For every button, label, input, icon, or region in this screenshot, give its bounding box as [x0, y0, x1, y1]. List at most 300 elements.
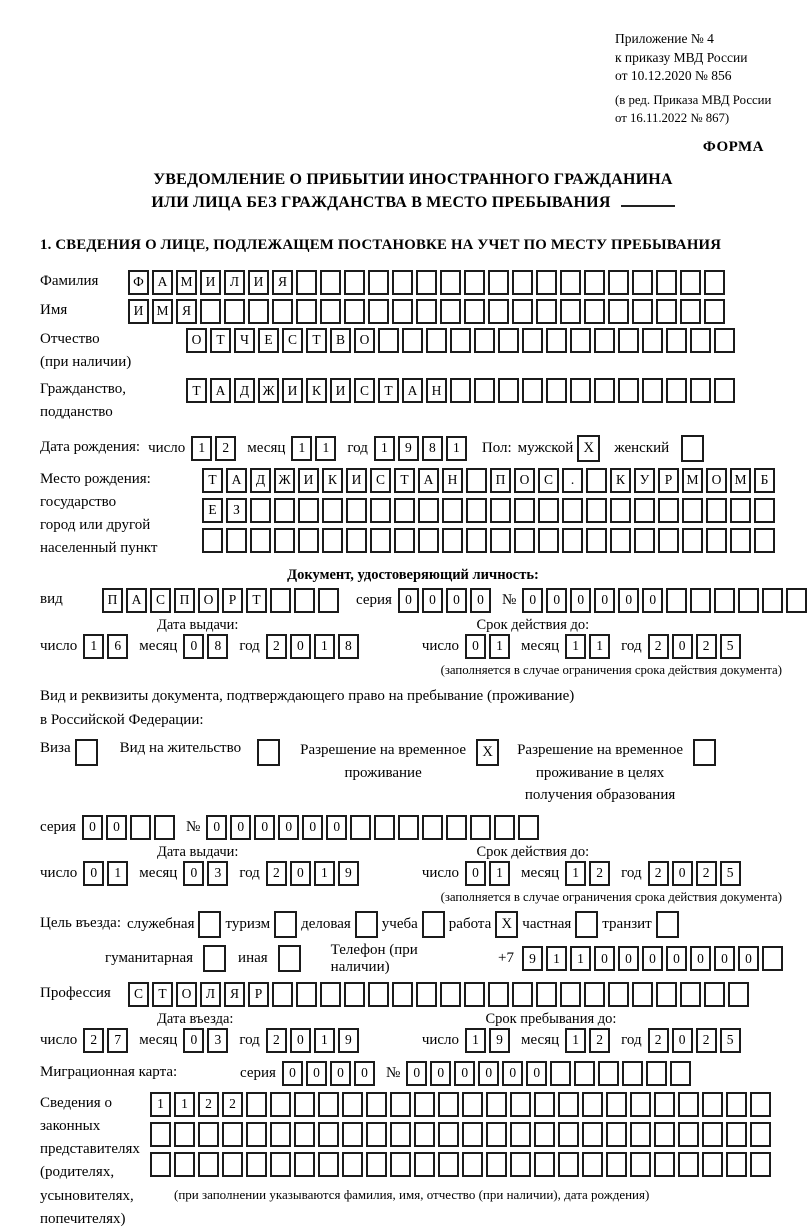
char-cell[interactable]: 0	[106, 815, 127, 840]
char-cell[interactable]	[680, 982, 701, 1007]
char-cell[interactable]: 0	[526, 1061, 547, 1086]
char-cell[interactable]: Е	[258, 328, 279, 353]
char-cell[interactable]: 2	[648, 861, 669, 886]
char-cell[interactable]: П	[174, 588, 195, 613]
char-cell[interactable]	[402, 328, 423, 353]
char-cell[interactable]	[414, 1092, 435, 1117]
char-cell[interactable]	[680, 270, 701, 295]
char-cell[interactable]: 1	[314, 634, 335, 659]
char-cell[interactable]: Т	[394, 468, 415, 493]
char-cell[interactable]	[440, 270, 461, 295]
char-cell[interactable]: С	[370, 468, 391, 493]
char-cell[interactable]: 9	[522, 946, 543, 971]
char-cell[interactable]	[678, 1092, 699, 1117]
char-cell[interactable]	[714, 328, 735, 353]
char-cell[interactable]	[342, 1152, 363, 1177]
char-cell[interactable]	[488, 982, 509, 1007]
char-cell[interactable]	[514, 498, 535, 523]
char-cell[interactable]: Я	[272, 270, 293, 295]
char-cell[interactable]: 0	[478, 1061, 499, 1086]
char-cell[interactable]	[594, 378, 615, 403]
char-cell[interactable]	[582, 1092, 603, 1117]
char-cell[interactable]	[738, 588, 759, 613]
char-cell[interactable]	[706, 528, 727, 553]
char-cell[interactable]: 1	[314, 861, 335, 886]
char-cell[interactable]	[272, 982, 293, 1007]
char-cell[interactable]	[618, 328, 639, 353]
char-cell[interactable]: А	[226, 468, 247, 493]
char-cell[interactable]	[584, 299, 605, 324]
char-cell[interactable]	[498, 378, 519, 403]
char-cell[interactable]	[270, 1152, 291, 1177]
char-cell[interactable]: 0	[183, 861, 204, 886]
char-cell[interactable]	[750, 1152, 771, 1177]
char-cell[interactable]: 0	[672, 861, 693, 886]
char-cell[interactable]: И	[248, 270, 269, 295]
char-cell[interactable]: М	[152, 299, 173, 324]
char-cell[interactable]	[704, 299, 725, 324]
char-cell[interactable]: 2	[198, 1092, 219, 1117]
char-cell[interactable]	[510, 1122, 531, 1147]
char-cell[interactable]: 0	[618, 946, 639, 971]
char-cell[interactable]	[522, 328, 543, 353]
char-cell[interactable]	[536, 982, 557, 1007]
char-cell[interactable]	[630, 1092, 651, 1117]
char-cell[interactable]: Л	[224, 270, 245, 295]
char-cell[interactable]	[622, 1061, 643, 1086]
char-cell[interactable]: 5	[720, 1028, 741, 1053]
char-cell[interactable]	[704, 982, 725, 1007]
char-cell[interactable]: 0	[738, 946, 759, 971]
char-cell[interactable]	[464, 299, 485, 324]
char-cell[interactable]	[370, 498, 391, 523]
char-cell[interactable]: 1	[150, 1092, 171, 1117]
char-cell[interactable]	[534, 1152, 555, 1177]
char-cell[interactable]: Р	[248, 982, 269, 1007]
char-cell[interactable]: Ч	[234, 328, 255, 353]
char-cell[interactable]	[658, 528, 679, 553]
char-cell[interactable]: Т	[152, 982, 173, 1007]
char-cell[interactable]	[390, 1152, 411, 1177]
char-cell[interactable]	[368, 299, 389, 324]
char-cell[interactable]	[586, 528, 607, 553]
purpose-humanitarian-checkbox[interactable]	[203, 945, 226, 972]
char-cell[interactable]	[594, 328, 615, 353]
char-cell[interactable]: 2	[696, 634, 717, 659]
char-cell[interactable]	[632, 982, 653, 1007]
char-cell[interactable]	[642, 378, 663, 403]
char-cell[interactable]	[270, 588, 291, 613]
char-cell[interactable]: 0	[546, 588, 567, 613]
char-cell[interactable]	[666, 378, 687, 403]
char-cell[interactable]: О	[514, 468, 535, 493]
char-cell[interactable]	[318, 588, 339, 613]
char-cell[interactable]: 0	[714, 946, 735, 971]
char-cell[interactable]	[344, 270, 365, 295]
char-cell[interactable]	[606, 1152, 627, 1177]
char-cell[interactable]: М	[176, 270, 197, 295]
char-cell[interactable]: 1	[465, 1028, 486, 1053]
char-cell[interactable]	[584, 982, 605, 1007]
char-cell[interactable]	[296, 299, 317, 324]
char-cell[interactable]: 0	[594, 588, 615, 613]
char-cell[interactable]: 0	[470, 588, 491, 613]
char-cell[interactable]: Т	[306, 328, 327, 353]
char-cell[interactable]	[726, 1152, 747, 1177]
char-cell[interactable]: 0	[306, 1061, 327, 1086]
char-cell[interactable]	[682, 528, 703, 553]
char-cell[interactable]: 2	[648, 1028, 669, 1053]
char-cell[interactable]: 9	[338, 1028, 359, 1053]
char-cell[interactable]: 0	[570, 588, 591, 613]
char-cell[interactable]	[512, 270, 533, 295]
char-cell[interactable]: 1	[174, 1092, 195, 1117]
char-cell[interactable]	[272, 299, 293, 324]
char-cell[interactable]: 0	[230, 815, 251, 840]
char-cell[interactable]	[398, 815, 419, 840]
char-cell[interactable]	[346, 528, 367, 553]
char-cell[interactable]	[570, 378, 591, 403]
char-cell[interactable]	[690, 328, 711, 353]
char-cell[interactable]: О	[186, 328, 207, 353]
char-cell[interactable]	[294, 1122, 315, 1147]
char-cell[interactable]: Д	[250, 468, 271, 493]
char-cell[interactable]	[634, 498, 655, 523]
char-cell[interactable]: 0	[278, 815, 299, 840]
char-cell[interactable]	[174, 1122, 195, 1147]
char-cell[interactable]	[618, 378, 639, 403]
char-cell[interactable]	[786, 588, 807, 613]
char-cell[interactable]	[690, 378, 711, 403]
char-cell[interactable]	[750, 1122, 771, 1147]
char-cell[interactable]: 0	[430, 1061, 451, 1086]
char-cell[interactable]	[490, 498, 511, 523]
char-cell[interactable]	[418, 528, 439, 553]
char-cell[interactable]: 1	[570, 946, 591, 971]
char-cell[interactable]	[512, 299, 533, 324]
char-cell[interactable]	[342, 1092, 363, 1117]
char-cell[interactable]	[350, 815, 371, 840]
char-cell[interactable]	[414, 1152, 435, 1177]
char-cell[interactable]	[646, 1061, 667, 1086]
char-cell[interactable]: С	[354, 378, 375, 403]
char-cell[interactable]	[246, 1122, 267, 1147]
char-cell[interactable]: Я	[176, 299, 197, 324]
char-cell[interactable]: 0	[254, 815, 275, 840]
purpose-official-checkbox[interactable]	[198, 911, 221, 938]
char-cell[interactable]	[682, 498, 703, 523]
char-cell[interactable]	[512, 982, 533, 1007]
char-cell[interactable]	[574, 1061, 595, 1086]
char-cell[interactable]	[440, 982, 461, 1007]
char-cell[interactable]	[546, 378, 567, 403]
char-cell[interactable]	[634, 528, 655, 553]
char-cell[interactable]: 0	[454, 1061, 475, 1086]
char-cell[interactable]	[366, 1092, 387, 1117]
char-cell[interactable]	[246, 1152, 267, 1177]
char-cell[interactable]: Н	[442, 468, 463, 493]
char-cell[interactable]	[656, 982, 677, 1007]
char-cell[interactable]	[224, 299, 245, 324]
char-cell[interactable]	[608, 270, 629, 295]
char-cell[interactable]: 1	[489, 861, 510, 886]
char-cell[interactable]	[726, 1092, 747, 1117]
char-cell[interactable]	[378, 328, 399, 353]
char-cell[interactable]: А	[126, 588, 147, 613]
char-cell[interactable]	[560, 982, 581, 1007]
char-cell[interactable]: 0	[465, 861, 486, 886]
char-cell[interactable]: 1	[565, 861, 586, 886]
char-cell[interactable]: И	[200, 270, 221, 295]
char-cell[interactable]: И	[346, 468, 367, 493]
char-cell[interactable]	[582, 1152, 603, 1177]
char-cell[interactable]: В	[330, 328, 351, 353]
char-cell[interactable]: У	[634, 468, 655, 493]
char-cell[interactable]	[298, 528, 319, 553]
char-cell[interactable]	[608, 299, 629, 324]
char-cell[interactable]	[632, 270, 653, 295]
char-cell[interactable]	[510, 1092, 531, 1117]
char-cell[interactable]	[608, 982, 629, 1007]
char-cell[interactable]: Т	[210, 328, 231, 353]
char-cell[interactable]	[610, 498, 631, 523]
char-cell[interactable]	[534, 1092, 555, 1117]
char-cell[interactable]: 2	[266, 861, 287, 886]
char-cell[interactable]	[390, 1122, 411, 1147]
char-cell[interactable]: 0	[330, 1061, 351, 1086]
purpose-study-checkbox[interactable]	[422, 911, 445, 938]
char-cell[interactable]: 0	[406, 1061, 427, 1086]
char-cell[interactable]	[474, 378, 495, 403]
char-cell[interactable]	[642, 328, 663, 353]
char-cell[interactable]	[654, 1092, 675, 1117]
temp-residence-edu-checkbox[interactable]	[693, 739, 716, 766]
char-cell[interactable]	[562, 498, 583, 523]
purpose-tourism-checkbox[interactable]	[274, 911, 297, 938]
char-cell[interactable]: Ф	[128, 270, 149, 295]
char-cell[interactable]: 1	[291, 436, 312, 461]
char-cell[interactable]	[706, 498, 727, 523]
char-cell[interactable]: 3	[207, 1028, 228, 1053]
purpose-other-checkbox[interactable]	[278, 945, 301, 972]
char-cell[interactable]: 1	[589, 634, 610, 659]
char-cell[interactable]	[466, 528, 487, 553]
char-cell[interactable]: Б	[754, 468, 775, 493]
char-cell[interactable]	[632, 299, 653, 324]
char-cell[interactable]: 0	[502, 1061, 523, 1086]
char-cell[interactable]: Р	[658, 468, 679, 493]
char-cell[interactable]	[702, 1092, 723, 1117]
char-cell[interactable]: Я	[224, 982, 245, 1007]
char-cell[interactable]	[446, 815, 467, 840]
char-cell[interactable]: С	[150, 588, 171, 613]
char-cell[interactable]	[560, 270, 581, 295]
char-cell[interactable]: 0	[398, 588, 419, 613]
char-cell[interactable]	[414, 1122, 435, 1147]
char-cell[interactable]	[344, 982, 365, 1007]
char-cell[interactable]	[270, 1122, 291, 1147]
char-cell[interactable]: К	[306, 378, 327, 403]
char-cell[interactable]: 1	[489, 634, 510, 659]
char-cell[interactable]	[534, 1122, 555, 1147]
char-cell[interactable]	[656, 299, 677, 324]
char-cell[interactable]	[560, 299, 581, 324]
char-cell[interactable]: А	[152, 270, 173, 295]
char-cell[interactable]: Л	[200, 982, 221, 1007]
char-cell[interactable]	[462, 1152, 483, 1177]
char-cell[interactable]: О	[176, 982, 197, 1007]
char-cell[interactable]: 0	[354, 1061, 375, 1086]
char-cell[interactable]: О	[354, 328, 375, 353]
char-cell[interactable]: 0	[422, 588, 443, 613]
char-cell[interactable]: 5	[720, 861, 741, 886]
char-cell[interactable]: 1	[565, 634, 586, 659]
char-cell[interactable]: 6	[107, 634, 128, 659]
char-cell[interactable]	[704, 270, 725, 295]
char-cell[interactable]	[498, 328, 519, 353]
char-cell[interactable]	[714, 378, 735, 403]
char-cell[interactable]	[270, 1092, 291, 1117]
char-cell[interactable]: 0	[290, 861, 311, 886]
char-cell[interactable]: П	[102, 588, 123, 613]
char-cell[interactable]	[198, 1122, 219, 1147]
char-cell[interactable]	[294, 588, 315, 613]
char-cell[interactable]: С	[128, 982, 149, 1007]
char-cell[interactable]	[582, 1122, 603, 1147]
char-cell[interactable]: 9	[489, 1028, 510, 1053]
char-cell[interactable]: 0	[642, 588, 663, 613]
char-cell[interactable]	[586, 498, 607, 523]
char-cell[interactable]: А	[402, 378, 423, 403]
char-cell[interactable]	[322, 498, 343, 523]
char-cell[interactable]	[422, 815, 443, 840]
char-cell[interactable]	[320, 982, 341, 1007]
char-cell[interactable]	[538, 528, 559, 553]
char-cell[interactable]	[470, 815, 491, 840]
char-cell[interactable]	[558, 1092, 579, 1117]
char-cell[interactable]	[390, 1092, 411, 1117]
char-cell[interactable]	[690, 588, 711, 613]
char-cell[interactable]	[562, 528, 583, 553]
char-cell[interactable]	[550, 1061, 571, 1086]
char-cell[interactable]	[250, 528, 271, 553]
char-cell[interactable]: 2	[589, 1028, 610, 1053]
char-cell[interactable]: 0	[672, 1028, 693, 1053]
char-cell[interactable]	[730, 498, 751, 523]
char-cell[interactable]	[394, 528, 415, 553]
char-cell[interactable]: 0	[465, 634, 486, 659]
char-cell[interactable]	[714, 588, 735, 613]
char-cell[interactable]: Т	[202, 468, 223, 493]
char-cell[interactable]	[488, 270, 509, 295]
char-cell[interactable]	[366, 1152, 387, 1177]
char-cell[interactable]: 9	[338, 861, 359, 886]
char-cell[interactable]: 1	[83, 634, 104, 659]
char-cell[interactable]	[294, 1152, 315, 1177]
char-cell[interactable]: 0	[594, 946, 615, 971]
char-cell[interactable]	[654, 1152, 675, 1177]
char-cell[interactable]: И	[298, 468, 319, 493]
char-cell[interactable]	[368, 982, 389, 1007]
char-cell[interactable]: 1	[107, 861, 128, 886]
char-cell[interactable]	[754, 498, 775, 523]
char-cell[interactable]: 2	[266, 1028, 287, 1053]
char-cell[interactable]: Т	[378, 378, 399, 403]
char-cell[interactable]	[342, 1122, 363, 1147]
char-cell[interactable]: З	[226, 498, 247, 523]
char-cell[interactable]	[630, 1122, 651, 1147]
char-cell[interactable]	[392, 270, 413, 295]
char-cell[interactable]	[490, 528, 511, 553]
char-cell[interactable]	[486, 1092, 507, 1117]
char-cell[interactable]	[370, 528, 391, 553]
char-cell[interactable]	[442, 498, 463, 523]
char-cell[interactable]	[200, 299, 221, 324]
char-cell[interactable]	[222, 1152, 243, 1177]
char-cell[interactable]: 1	[191, 436, 212, 461]
char-cell[interactable]: К	[322, 468, 343, 493]
char-cell[interactable]: 9	[398, 436, 419, 461]
char-cell[interactable]	[416, 299, 437, 324]
char-cell[interactable]: Ж	[274, 468, 295, 493]
char-cell[interactable]	[558, 1152, 579, 1177]
sex-female-checkbox[interactable]	[681, 435, 704, 462]
char-cell[interactable]	[546, 328, 567, 353]
char-cell[interactable]: А	[418, 468, 439, 493]
char-cell[interactable]	[392, 299, 413, 324]
char-cell[interactable]	[466, 498, 487, 523]
char-cell[interactable]	[666, 328, 687, 353]
char-cell[interactable]	[486, 1122, 507, 1147]
char-cell[interactable]	[514, 528, 535, 553]
char-cell[interactable]: П	[490, 468, 511, 493]
char-cell[interactable]	[570, 328, 591, 353]
char-cell[interactable]	[154, 815, 175, 840]
char-cell[interactable]: 0	[672, 634, 693, 659]
char-cell[interactable]: 8	[422, 436, 443, 461]
char-cell[interactable]: 2	[696, 1028, 717, 1053]
char-cell[interactable]	[394, 498, 415, 523]
char-cell[interactable]	[518, 815, 539, 840]
char-cell[interactable]	[462, 1092, 483, 1117]
char-cell[interactable]: 1	[565, 1028, 586, 1053]
char-cell[interactable]	[678, 1122, 699, 1147]
char-cell[interactable]	[586, 468, 607, 493]
char-cell[interactable]	[522, 378, 543, 403]
char-cell[interactable]: О	[198, 588, 219, 613]
char-cell[interactable]: 0	[522, 588, 543, 613]
char-cell[interactable]: 1	[315, 436, 336, 461]
char-cell[interactable]	[440, 299, 461, 324]
char-cell[interactable]	[754, 528, 775, 553]
char-cell[interactable]	[346, 498, 367, 523]
char-cell[interactable]	[536, 299, 557, 324]
char-cell[interactable]: 3	[207, 861, 228, 886]
char-cell[interactable]	[320, 299, 341, 324]
char-cell[interactable]: 0	[618, 588, 639, 613]
char-cell[interactable]: .	[562, 468, 583, 493]
char-cell[interactable]	[296, 270, 317, 295]
char-cell[interactable]	[318, 1092, 339, 1117]
char-cell[interactable]	[392, 982, 413, 1007]
char-cell[interactable]: 2	[266, 634, 287, 659]
purpose-work-checkbox[interactable]: X	[495, 911, 518, 938]
char-cell[interactable]	[654, 1122, 675, 1147]
char-cell[interactable]	[320, 270, 341, 295]
char-cell[interactable]	[678, 1152, 699, 1177]
char-cell[interactable]	[462, 1122, 483, 1147]
char-cell[interactable]: 7	[107, 1028, 128, 1053]
